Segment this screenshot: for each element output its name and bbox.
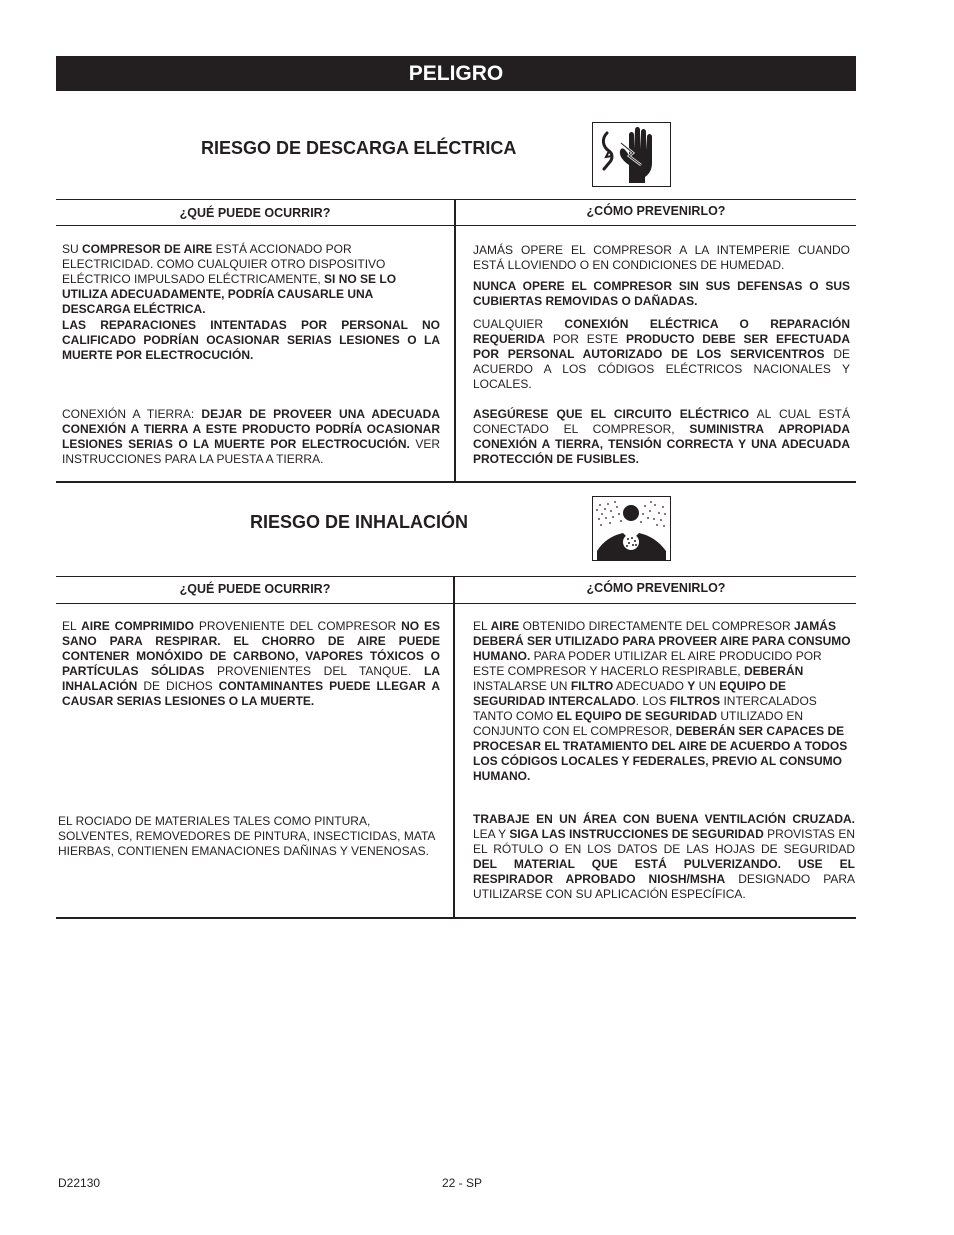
- table-top-rule: [56, 576, 856, 577]
- inhalation-section-title: RIESGO DE INHALACIÓN: [250, 512, 469, 532]
- table-bottom-rule: [56, 917, 856, 919]
- table-top-rule: [56, 199, 856, 200]
- inhalation-how-header: ¿CÓMO PREVENIRLO?: [586, 581, 726, 595]
- table-header-rule: [56, 225, 856, 226]
- electric-what-paragraph: SU COMPRESOR DE AIRE ESTÁ ACCIONADO POR ELECTRICIDAD. COMO CUALQUIER OTRO DISPOSITIVO ELÉCTRICO IMPULSADO ELÉCTRICAMENTE, SI NO SE LO UTILIZA ADECUADAMENTE, PODRÍA CAUSARLE UNA DESCARGA ELÉCTRICA.: [62, 242, 397, 316]
- inhalation-hazard-icon: [592, 496, 671, 561]
- inhalation-how-paragraph: TRABAJE EN UN ÁREA CON BUENA VENTILACIÓN CRUZADA. LEA Y SIGA LAS INSTRUCCIONES DE SEGURIDAD PROVISTAS EN EL RÓTULO O EN LOS DATOS DE LAS HOJAS DE SEGURIDAD DEL MATERIAL QUE ESTÁ PULVERIZANDO. USE EL RESPIRADOR APROBADO NIOSH/MSHA DESIGNADO PARA UTILIZARSE CON SU APLICACIÓN ESPECÍFICA.: [473, 812, 855, 901]
- electric-how-paragraph: NUNCA OPERE EL COMPRESOR SIN SUS DEFENSAS O SUS CUBIERTAS REMOVIDAS O DAÑADAS.: [473, 279, 850, 308]
- electric-how-paragraph: CUALQUIER CONEXIÓN ELÉCTRICA O REPARACIÓN REQUERIDA POR ESTE PRODUCTO DEBE SER EFECTUADA POR PERSONAL AUTORIZADO DE LOS SERVICENTROS DE ACUERDO A LOS CÓDIGOS ELÉCTRICOS NACIONALES Y LOCALES.: [473, 317, 850, 391]
- electric-how-paragraph: ASEGÚRESE QUE EL CIRCUITO ELÉCTRICO AL CUAL ESTÁ CONECTADO EL COMPRESOR, SUMINISTRA APROPIADA CONEXIÓN A TIERRA, TENSIÓN CORRECTA Y UNA ADECUADA PROTECCIÓN DE FUSIBLES.: [473, 407, 851, 466]
- inhalation-how-paragraph: EL AIRE OBTENIDO DIRECTAMENTE DEL COMPRESOR JAMÁS DEBERÁ SER UTILIZADO PARA PROVEER AIRE PARA CONSUMO HUMANO. PARA PODER UTILIZAR EL AIRE PRODUCIDO POR ESTE COMPRESOR Y HACERLO RESPIRABLE, DEBERÁN INSTALARSE UN FILTRO ADECUADO Y UN EQUIPO DE SEGURIDAD INTERCALADO. LOS FILTROS INTERCALADOS TANTO COMO EL EQUIPO DE SEGURIDAD UTILIZADO EN CONJUNTO CON EL COMPRESOR, DEBERÁN SER CAPACES DE PROCESAR EL TRATAMIENTO DEL AIRE DE ACUERDO A TODOS LOS CÓDIGOS LOCALES Y FEDERALES, PREVIO AL CONSUMO HUMANO.: [473, 619, 851, 783]
- table-bottom-rule: [56, 481, 856, 483]
- electric-what-paragraph: CONEXIÓN A TIERRA: DEJAR DE PROVEER UNA ADECUADA CONEXIÓN A TIERRA A ESTE PRODUCTO PODRÍA OCASIONAR LESIONES SERIAS O LA MUERTE POR ELECTROCUCIÓN. VER INSTRUCCIONES PARA LA PUESTA A TIERRA.: [62, 407, 440, 466]
- column-divider: [454, 199, 456, 482]
- inhalation-what-paragraph: EL AIRE COMPRIMIDO PROVENIENTE DEL COMPRESOR NO ES SANO PARA RESPIRAR. EL CHORRO DE AIRE PUEDE CONTENER MONÓXIDO DE CARBONO, VAPORES TÓXICOS O PARTÍCULAS SÓLIDAS PROVENIENTES DEL TANQUE. LA INHALACIÓN DE DICHOS CONTAMINANTES PUEDE LLEGAR A CAUSAR SERIAS LESIONES O LA MUERTE.: [62, 619, 441, 708]
- electric-how-paragraph: JAMÁS OPERE EL COMPRESOR A LA INTEMPERIE CUANDO ESTÁ LLOVIENDO O EN CONDICIONES DE HUMEDAD.: [473, 243, 850, 272]
- electric-section-title: RIESGO DE DESCARGA ELÉCTRICA: [201, 138, 517, 158]
- column-divider: [453, 576, 455, 918]
- electric-shock-hand-icon: [592, 122, 671, 187]
- document-number: D22130: [58, 1176, 101, 1190]
- electric-what-header: ¿QUÉ PUEDE OCURRIR?: [179, 206, 331, 220]
- table-header-rule: [56, 603, 856, 604]
- inhalation-what-header: ¿QUÉ PUEDE OCURRIR?: [179, 582, 331, 596]
- danger-banner: PELIGRO: [56, 56, 856, 91]
- electric-what-paragraph: LAS REPARACIONES INTENTADAS POR PERSONAL NO CALIFICADO PODRÍAN OCASIONAR SERIAS LESIONES O LA MUERTE POR ELECTROCUCIÓN.: [62, 318, 440, 362]
- electric-how-header: ¿CÓMO PREVENIRLO?: [586, 204, 726, 218]
- inhalation-what-paragraph: EL ROCIADO DE MATERIALES TALES COMO PINTURA, SOLVENTES, REMOVEDORES DE PINTURA, INSECTICIDAS, MATA HIERBAS, CONTIENEN EMANACIONES DAÑINAS Y VENENOSAS.: [58, 814, 435, 858]
- page-number: 22 - SP: [442, 1176, 483, 1190]
